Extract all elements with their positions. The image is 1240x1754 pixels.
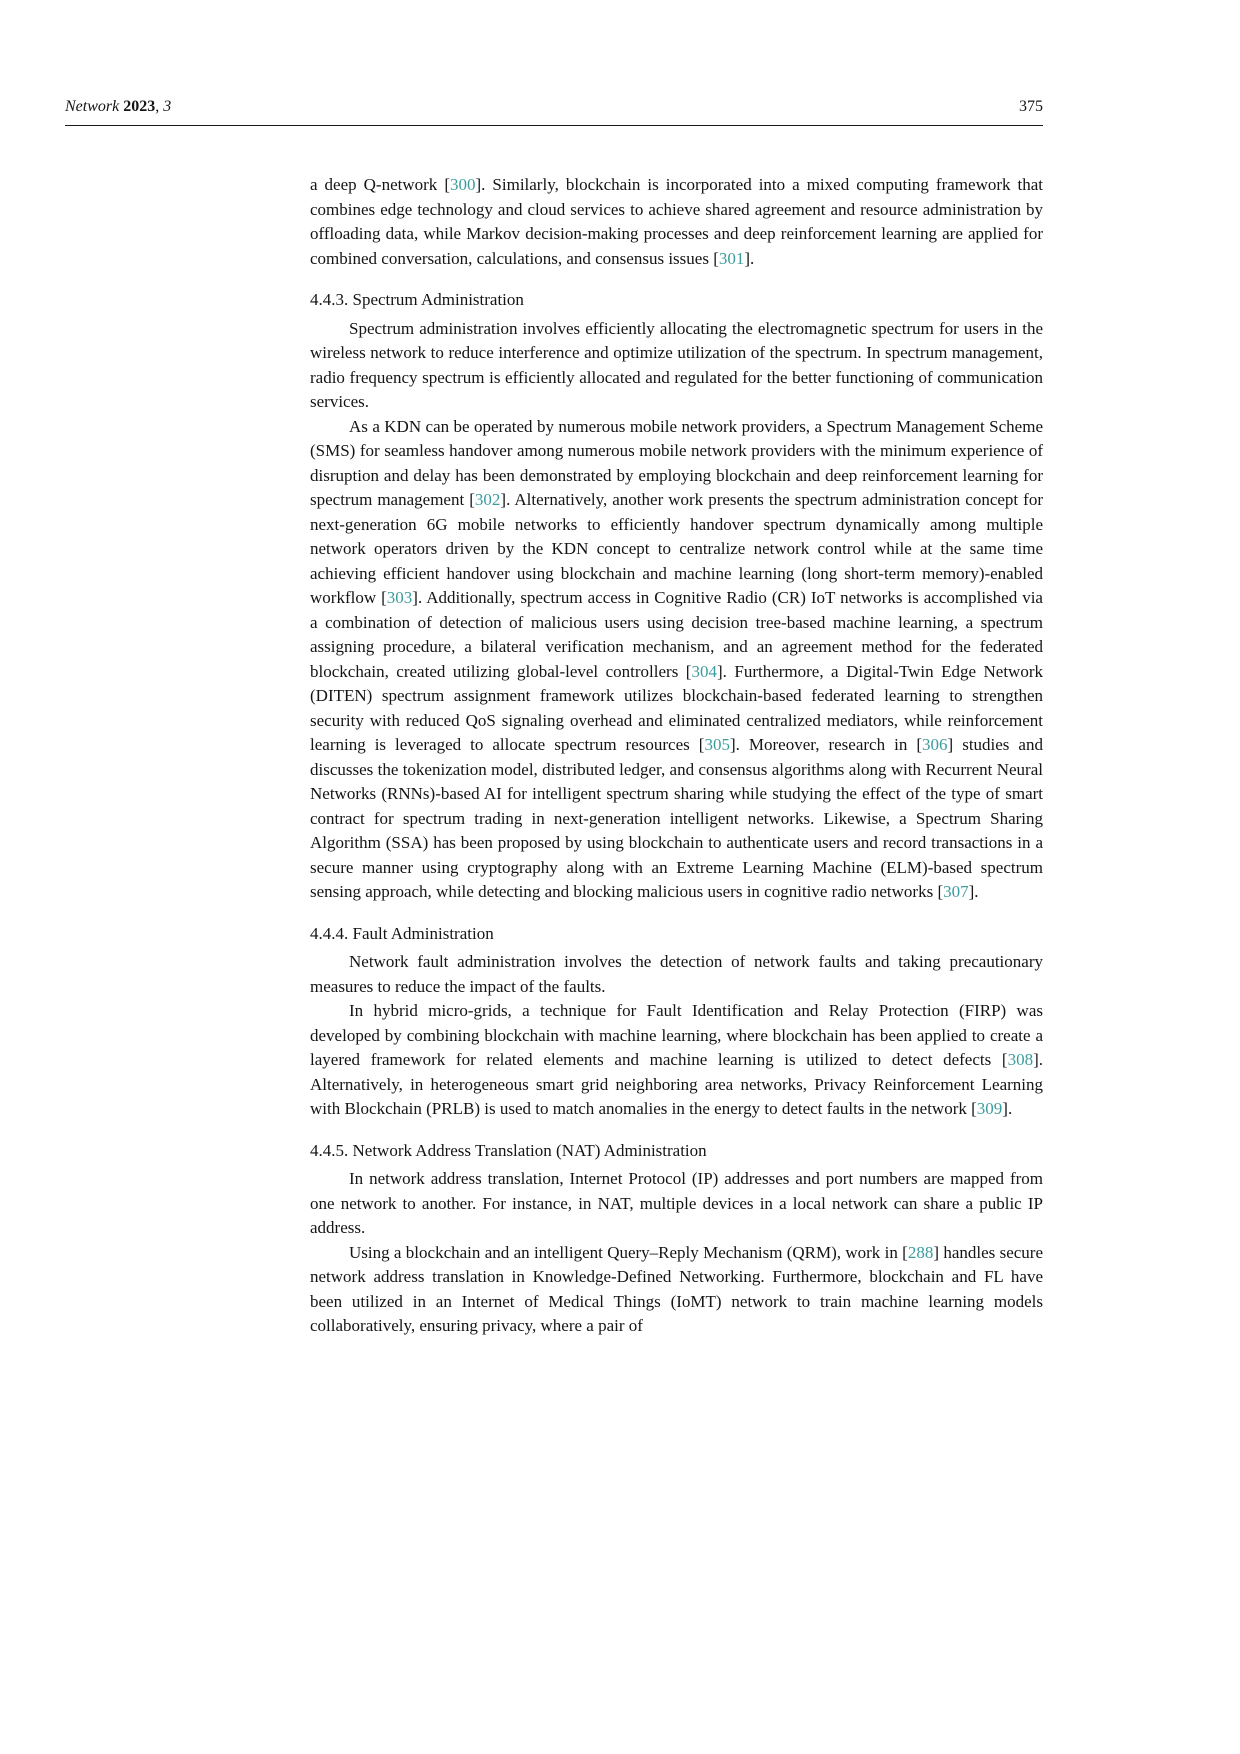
running-head bbox=[65, 98, 171, 116]
citation-link[interactable]: 301 bbox=[718, 248, 745, 268]
header-rule bbox=[65, 125, 1043, 126]
journal-separator: , bbox=[155, 98, 164, 115]
paragraph: Network fault administration involves the detection of network faults and taking precautionary measures to reduce the impact of the faults. bbox=[310, 952, 1043, 996]
paragraph: In hybrid micro-grids, a technique for Fault Identification and Relay Protection (FIRP) was developed by combining blockchain with machine learning, where blockchain has been applied to create a layered framework for related elements and machine learning is utilized to detect defects [308]. Alternatively, in heterogeneous smart grid neighboring area networks, Privacy Reinforcement Learning with Blockchain (PRLB) is used to match anomalies in the energy to detect faults in the network [309]. bbox=[310, 1001, 1043, 1118]
paragraph: In network address translation, Internet Protocol (IP) addresses and port numbers are mapped from one network to another. For instance, in NAT, multiple devices in a local network can share a public IP address. bbox=[310, 1169, 1043, 1237]
citation-link[interactable]: 305 bbox=[704, 735, 730, 754]
citation-link[interactable]: 308 bbox=[1007, 1050, 1034, 1069]
paragraph: Spectrum administration involves efficiently allocating the electromagnetic spectrum for users in the wireless network to reduce interference and optimize utilization of the spectrum. In spectrum management, radio frequency spectrum is efficiently allocated and regulated for the better functioning of communication services. bbox=[310, 318, 1043, 411]
page-number: 375 bbox=[1019, 98, 1043, 115]
paragraph: Using a blockchain and an intelligent Query–Reply Mechanism (QRM), work in [288] handles secure network address translation in Knowledge-Defined Networking. Furthermore, blockchain and FL have been utilized in an Internet of Medical Things (IoMT) network to train machine learning models collaboratively, ensuring privacy, where a pair of bbox=[310, 1242, 1044, 1335]
citation-link[interactable]: 300 bbox=[449, 175, 476, 194]
citation-link[interactable]: 303 bbox=[386, 588, 413, 607]
section-heading: 4.4.3. Spectrum Administration bbox=[310, 290, 524, 309]
citation-link[interactable]: 306 bbox=[922, 735, 948, 754]
citation-link[interactable]: 302 bbox=[474, 490, 501, 509]
journal-name: Network bbox=[65, 98, 120, 115]
journal-volume: 3 bbox=[163, 98, 172, 115]
section-heading: 4.4.5. Network Address Translation (NAT) Administration bbox=[310, 1140, 707, 1160]
citation-link[interactable]: 309 bbox=[976, 1099, 1003, 1118]
citation-link[interactable]: 288 bbox=[907, 1242, 934, 1262]
paragraph: As a KDN can be operated by numerous mobile network providers, a Spectrum Management Scheme (SMS) for seamless handover among numerous mobile network providers with the minimum experience of disruption and delay has been demonstrated by employing blockchain and deep reinforcement learning for spectrum management [302]. Alternatively, another work presents the spectrum administration concept for next-generation 6G mobile networks to efficiently handover spectrum dynamically among multiple network operators driven by the KDN concept to centralize network control while at the same time achieving efficient handover using blockchain and machine learning (long short-term memory)-enabled workflow [303]. Additionally, spectrum access in Cognitive Radio (CR) IoT networks is accomplished via a combination of detection of malicious users using decision tree-based machine learning, a spectrum assigning procedure, a bilateral verification mechanism, and an agreement method for the federated blockchain, created utilizing global-level controllers [304]. Furthermore, a Digital-Twin Edge Network (DITEN) spectrum assignment framework utilizes blockchain-based federated learning to strengthen security with reduced QoS signaling overhead and eliminated centralized mediators, while reinforcement learning is leveraged to allocate spectrum resources [305]. Moreover, research in [306] studies and discusses the tokenization model, distributed ledger, and consensus algorithms along with Recurrent Neural Networks (RNNs)-based AI for intelligent spectrum sharing while studying the effect of the type of smart contract for spectrum trading in next-generation intelligent networks. Likewise, a Spectrum Sharing Algorithm (SSA) has been proposed by using blockchain to authenticate users and record transactions in a secure manner using cryptography along with an Extreme Learning Machine (ELM)-based spectrum sensing approach, while detecting and blocking malicious users in cognitive radio networks [307]. bbox=[310, 416, 1043, 901]
page-header bbox=[65, 98, 1043, 116]
section-heading: 4.4.4. Fault Administration bbox=[310, 923, 494, 943]
journal-year: 2023 bbox=[123, 98, 156, 115]
paragraph: a deep Q-network [300]. Similarly, blockchain is incorporated into a mixed computing framework that combines edge technology and cloud services to achieve shared agreement and resource administration by offloading data, while Markov decision-making processes and deep reinforcement learning are applied for combined conversation, calculations, and consensus issues [301]. bbox=[310, 175, 1044, 268]
citation-link[interactable]: 307 bbox=[943, 882, 969, 901]
citation-link[interactable]: 304 bbox=[691, 661, 717, 681]
page-body bbox=[310, 173, 1043, 1339]
